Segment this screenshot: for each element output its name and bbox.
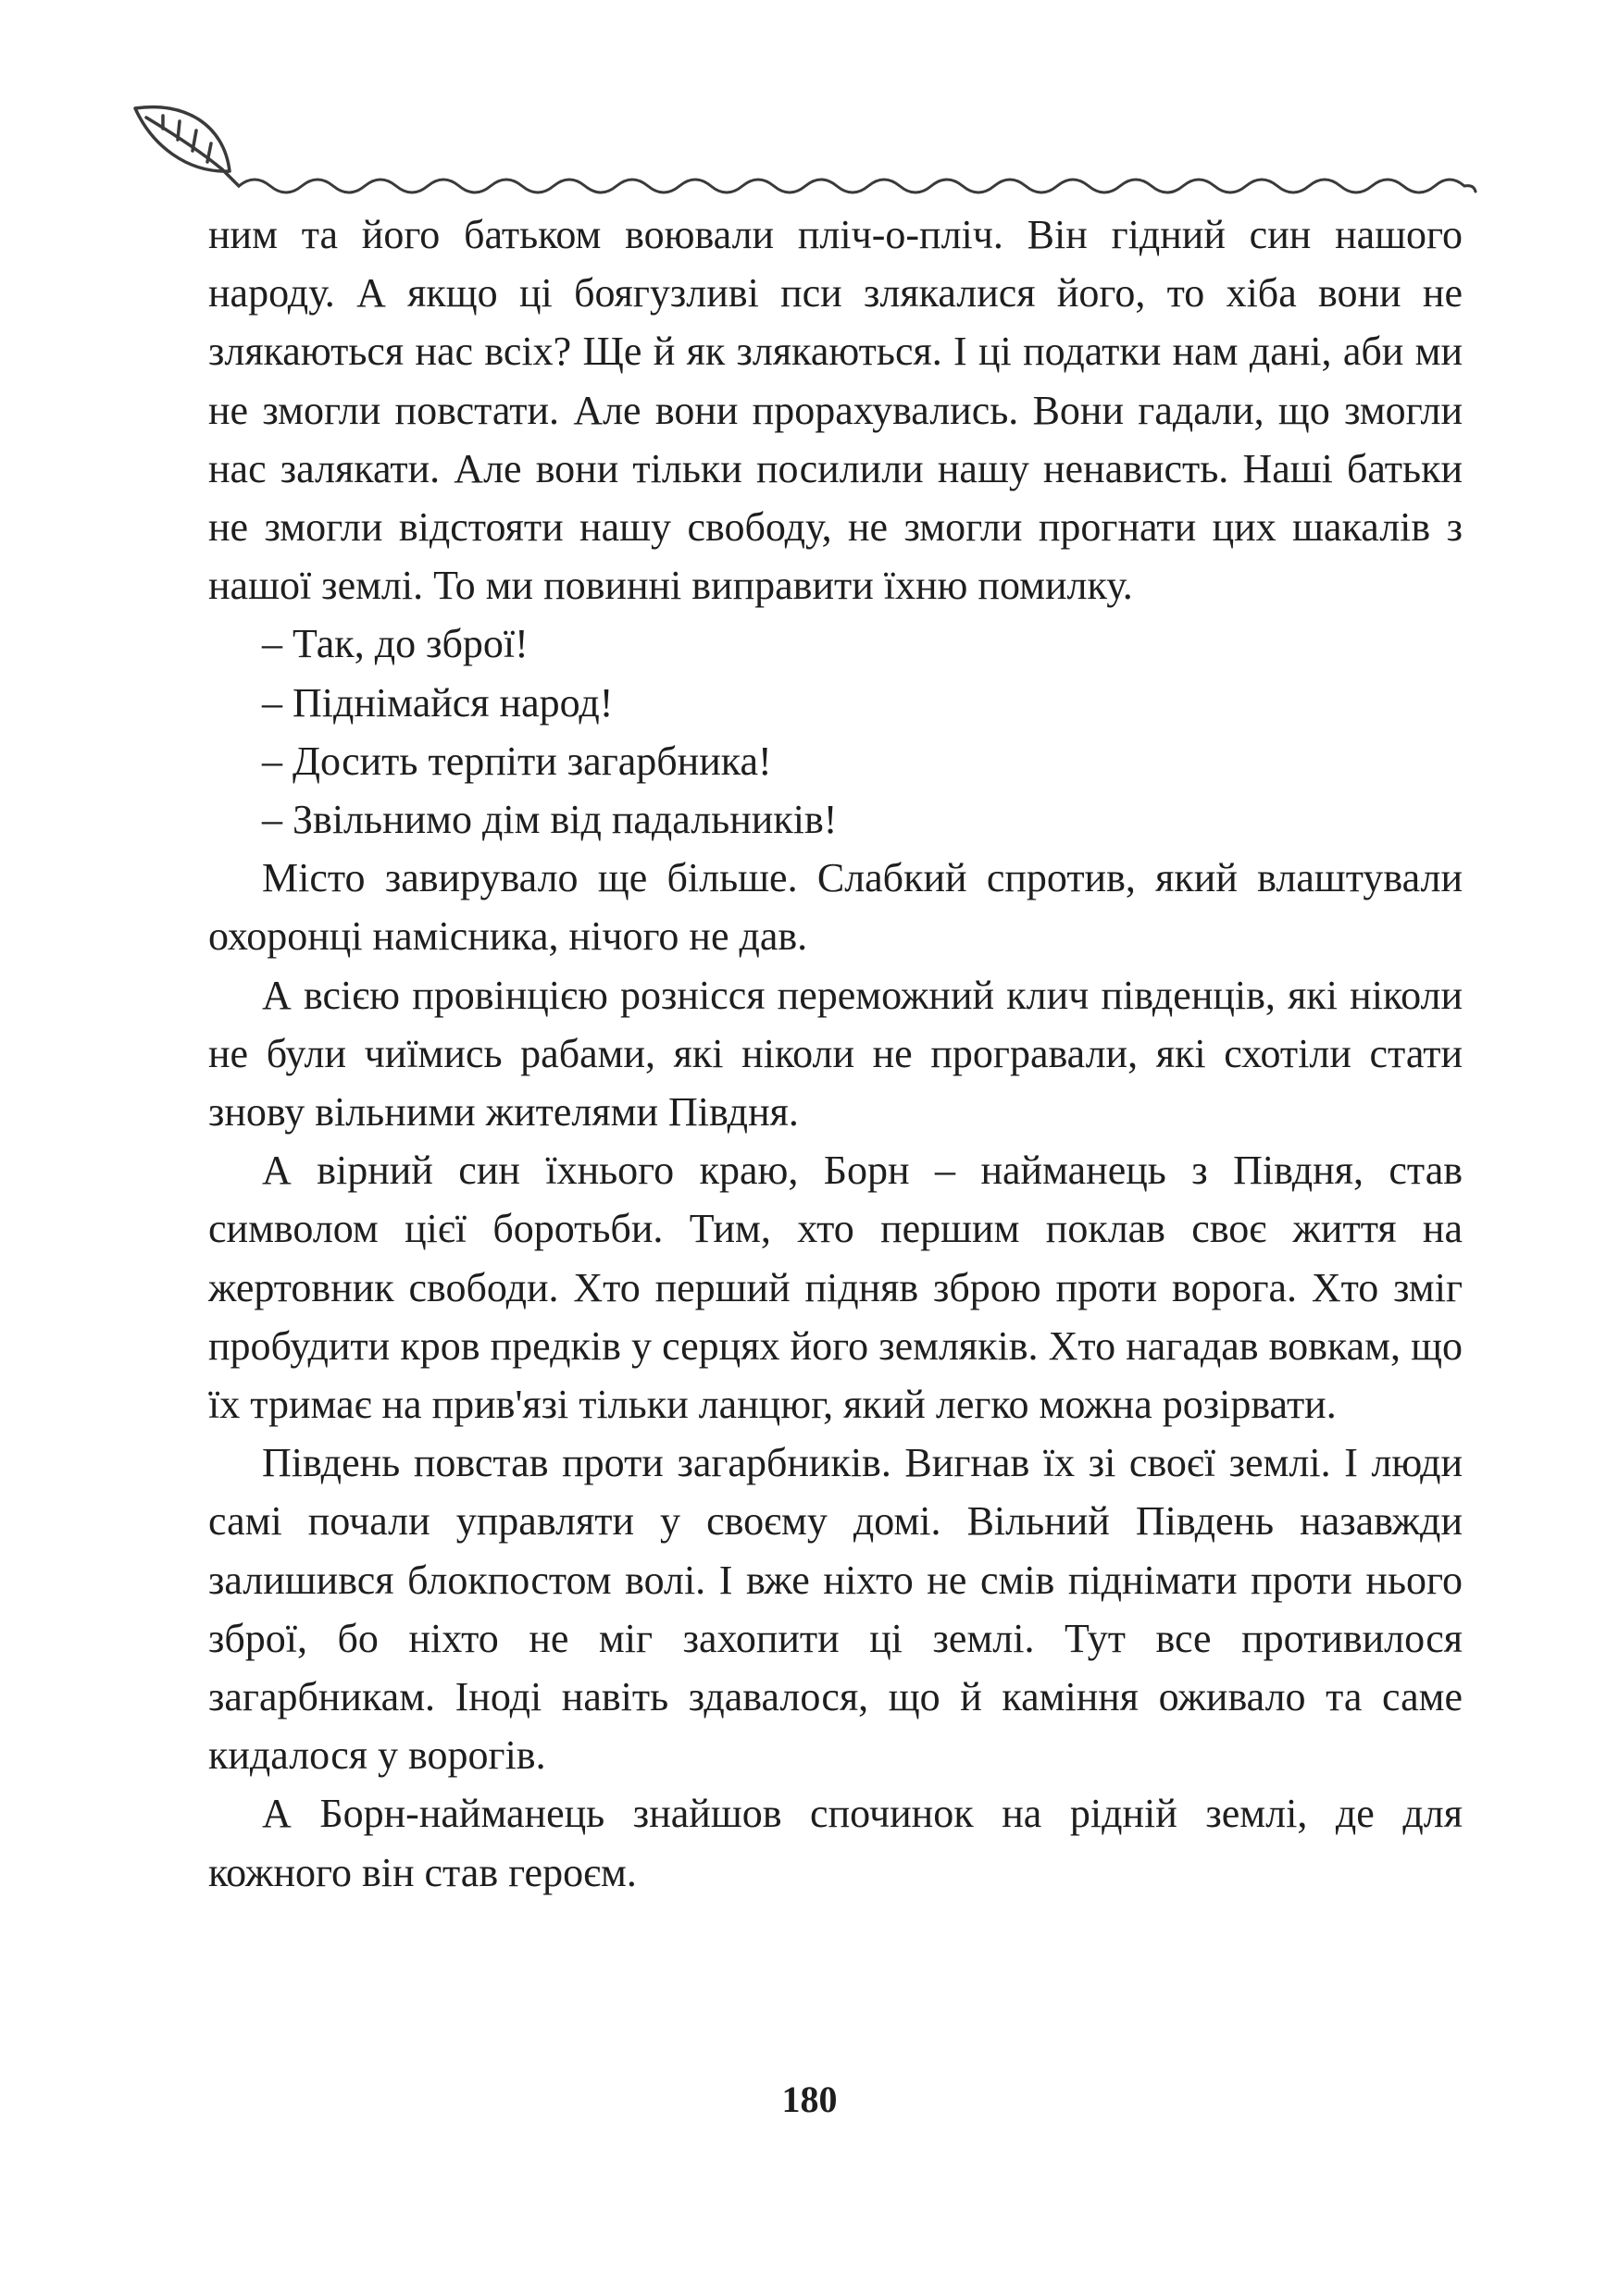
dialogue-line: – Так, до зброї!	[262, 621, 529, 667]
paragraph: Південь повстав проти загарбників. Вигнав їх зі своєї землі. І люди самі почали управляти у своєму домі. Вільний Південь назавжди залишився блокпостом волі. І вже ніхто не смів піднімати проти нього зброї, бо ніхто не міг захопити ці землі. Тут все противилося загарбникам. Іноді навіть здавалося, що й каміння оживало та саме кидалося у ворогів.	[208, 1440, 1463, 1779]
page-body-text	[208, 205, 1463, 1902]
dialogue-line: – Звільнимо дім від падальників!	[262, 797, 838, 843]
page-number: 180	[781, 2079, 838, 2120]
dialogue-line: – Піднімайся народ!	[262, 679, 614, 726]
wavy-divider-line	[239, 180, 1476, 192]
paragraph: А всією провінцією рознісся переможний клич південців, які ніколи не були чиїмись рабами, які ніколи не програвали, які схотіли стати знову вільними жителями Півдня.	[208, 972, 1463, 1136]
leaf-quill-icon	[135, 107, 239, 186]
paragraph: Місто завирувало ще більше. Слабкий спротив, який влаштували охоронці намісника, нічого не дав.	[208, 855, 1463, 960]
continued-paragraph: ним та його батьком воювали пліч-о-пліч. Він гідний син нашого народу. А якщо ці боягузливі пси злякалися його, то хіба вони не злякаються нас всіх? Ще й як злякаються. І ці податки нам дані, аби ми не змогли повстати. Але вони прорахувались. Вони гадали, що змогли нас залякати. Але вони тільки посилили нашу ненависть. Наші батьки не змогли відстояти нашу свободу, не змогли прогнати цих шакалів з нашої землі. То ми повинні виправити їхню помилку.	[208, 212, 1463, 609]
header-ornament	[120, 88, 1481, 199]
paragraph: А Борн-найманець знайшов спочинок на рідній землі, де для кожного він став героєм.	[208, 1791, 1463, 1895]
paragraph: А вірний син їхнього краю, Борн – найманець з Півдня, став символом цієї боротьби. Тим, хто першим поклав своє життя на жертовник свободи. Хто перший підняв зброю проти ворога. Хто зміг пробудити кров предків у серцях його земляків. Хто нагадав вовкам, що їх тримає на прив'язі тільки ланцюг, який легко можна розірвати.	[208, 1148, 1463, 1428]
dialogue-line: – Досить терпіти загарбника!	[262, 738, 772, 784]
